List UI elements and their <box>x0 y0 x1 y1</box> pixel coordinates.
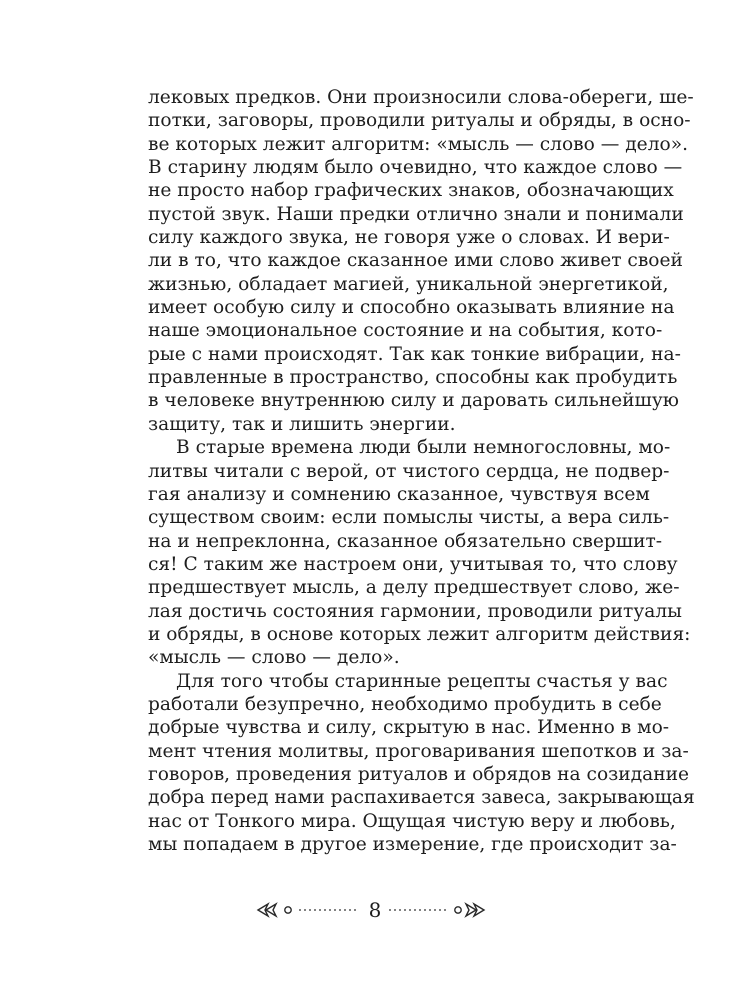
text-line: на и непреклонна, сказанное обязательно свершит- <box>148 530 663 552</box>
text-line: В старину людям было очевидно, что каждое слово — <box>148 157 683 179</box>
text-line: ли в то, что каждое сказанное ими слово живет своей <box>148 250 683 272</box>
text-line: гая анализу и сомнению сказанное, чувствуя всем <box>148 483 650 505</box>
text-line: не просто набор графических знаков, обозначающих <box>148 180 674 202</box>
text-line: лая достичь состояния гармонии, проводили ритуалы <box>148 600 682 622</box>
text-line: лековых предков. Они произносили слова-обереги, ше- <box>148 87 694 108</box>
text-line: правленные в пространство, способны как пробудить <box>148 367 678 389</box>
page-number: 8 <box>368 898 382 922</box>
text-line: говоров, проведения ритуалов и обрядов на созидание <box>148 763 690 785</box>
text-line: мент чтения молитвы, проговаривания шепотков и за- <box>148 740 689 762</box>
text-line: пустой звук. Наши предки отлично знали и понимали <box>148 203 684 225</box>
text-line: мы попадаем в другое измерение, где происходит за- <box>148 834 677 855</box>
text-line: потки, заговоры, проводили ритуалы и обряды, в осно- <box>148 110 691 132</box>
text-line: жизнью, обладает магией, уникальной энергетикой, <box>148 273 669 295</box>
text-line: ве которых лежит алгоритм: «мысль — слово — дело». <box>148 133 688 155</box>
text-line: в человеке внутреннюю силу и даровать сильнейшую <box>148 390 679 412</box>
text-line: наше эмоциональное состояние и на события, кото- <box>148 320 663 342</box>
text-line: В старые времена люди были немногословны, мо- <box>176 437 671 459</box>
text-line: и обряды, в основе которых лежит алгоритм действия: <box>148 623 691 645</box>
text-line: существом своим: если помыслы чисты, а вера силь- <box>148 507 670 529</box>
text-line: «мысль — слово — дело». <box>148 647 400 669</box>
text-line: нас от Тонкого мира. Ощущая чистую веру и любовь, <box>148 810 676 832</box>
text-line: рые с нами происходят. Так как тонкие вибрации, на- <box>148 343 681 365</box>
text-line: имеет особую силу и способно оказывать влияние на <box>148 297 675 319</box>
text-line: предшествует мысль, а делу предшествует слово, же- <box>148 577 680 599</box>
text-line: защиту, так и лишить энергии. <box>148 413 456 435</box>
text-line: литвы читали с верой, от чистого сердца, не подвер- <box>148 460 670 482</box>
text-line: силу каждого звука, не говоря уже о словах. И вери- <box>148 227 670 249</box>
text-line: добра перед нами распахивается завеса, закрывающая <box>148 787 695 809</box>
body-text <box>148 86 695 856</box>
text-line: работали безупречно, необходимо пробудить в себе <box>148 693 662 715</box>
text-line: Для того чтобы старинные рецепты счастья у вас <box>176 670 668 692</box>
text-line: ся! С таким же настроем они, учитывая то, что слову <box>148 553 678 575</box>
page-footer <box>0 890 750 930</box>
text-line: добрые чувства и силу, скрытую в нас. Именно в мо- <box>148 717 670 739</box>
